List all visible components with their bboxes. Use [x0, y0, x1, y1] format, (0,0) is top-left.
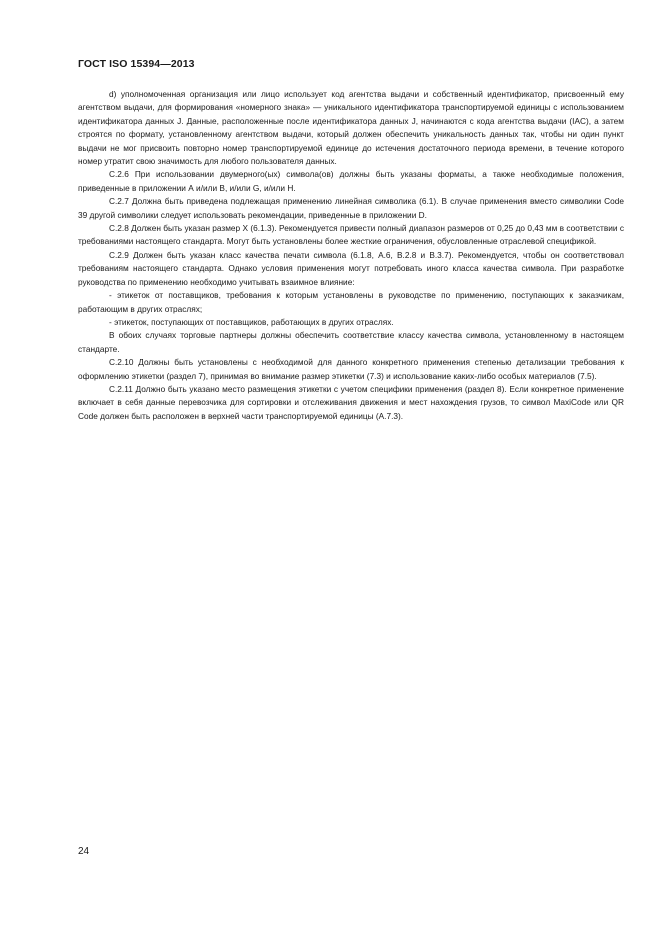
document-body [78, 88, 624, 423]
paragraph-c-2-10: C.2.10 Должны быть установлены с необходимой для данного конкретного применения степенью детализации требования к оформлению этикетки (раздел 7), принимая во внимание размер этикетки (7.3) и использование каких-либо особых материалов (7.5). [78, 357, 624, 381]
paragraph-c-2-6: C.2.6 При использовании двумерного(ых) символа(ов) должны быть указаны форматы, а также необходимые положения, приведенные в приложении А и/или В, и/или G, и/или Н. [78, 169, 624, 193]
paragraph-c-2-8: C.2.8 Должен быть указан размер X (6.1.3). Рекомендуется привести полный диапазон размеров от 0,25 до 0,43 мм в соответствии с требованиями настоящего стандарта. Могут быть установлены более жесткие ограничения, обусловленные отраслевой спецификой. [78, 223, 624, 247]
paragraph-c-2-7: C.2.7 Должна быть приведена подлежащая применению линейная символика (6.1). В случае применения вместо символики Code 39 другой символики следует использовать рекомендации, приведенные в приложении D. [78, 196, 624, 220]
paragraph-item-d: d) уполномоченная организация или лицо использует код агентства выдачи и собственный идентификатор, присвоенный ему агентством выдачи, для формирования «номерного знака» — уникального идентификатора транспортируемой единицы с использованием идентификатора данных J. Данные, расположенные после идентификатора данных J, начинаются с кода агентства выдачи (IAC), а затем строятся по формату, установленному агентством выдачи, который должен обеспечить уникальность данных так, чтобы ни один пункт выдачи не мог присвоить повторно номер транспортируемой единице до истечения достаточного периода времени, в течение которого номер утратит свою значимость для любого пользователя данных. [78, 89, 624, 167]
paragraph-c-2-11: C.2.11 Должно быть указано место размещения этикетки с учетом специфики применения (раздел 8). Если конкретное применение включает в себя данные перевозчика для сортировки и отслеживания движения и мест нахождения грузов, то символ MaxiCode или QR Code должен быть расположен в верхней части транспортируемой единицы (А.7.3). [78, 383, 624, 421]
list-item-suppliers-labels: - этикеток от поставщиков, требования к которым установлены в руководстве по применению, поступающих к заказчикам, работающим в других отраслях; [78, 290, 624, 314]
page-number: 24 [78, 846, 90, 857]
list-item-incoming-labels: - этикеток, поступающих от поставщиков, работающих в других отраслях. [109, 316, 394, 327]
paragraph-both-cases: В обоих случаях торговые партнеры должны обеспечить соответствие классу качества символа, установленному в настоящем стандарте. [78, 330, 624, 354]
document-header: ГОСТ ISO 15394—2013 [78, 58, 195, 70]
paragraph-c-2-9: C.2.9 Должен быть указан класс качества печати символа (6.1.8, А.6, В.2.8 и В.3.7). Рекомендуется, чтобы он соответствовал требованиям настоящего стандарта. Однако условия применения могут потребовать иного класса качества символа. При разработке руководства по применению необходимо учитывать взаимное влияние: [78, 249, 624, 287]
